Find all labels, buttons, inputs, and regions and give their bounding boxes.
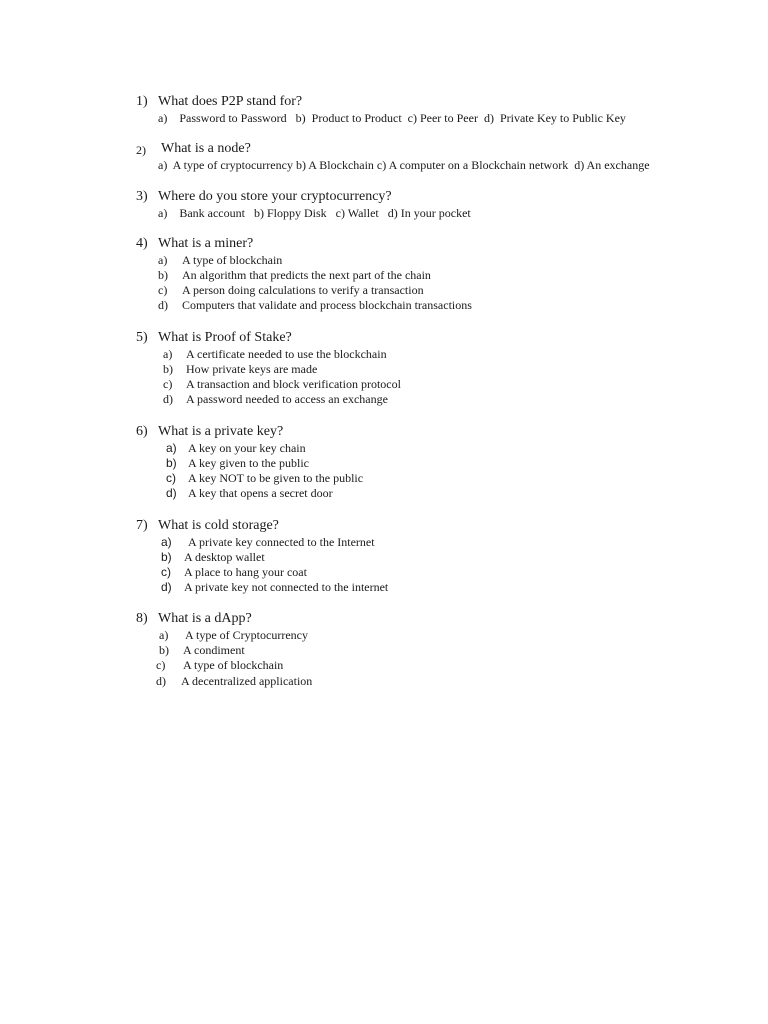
question-number: 2) (136, 143, 146, 157)
option-letter: c) (163, 377, 173, 391)
option-letter: d) (166, 486, 177, 500)
option-text: A certificate needed to use the blockchain (186, 347, 387, 361)
option-letter: a) (161, 535, 172, 549)
question-text: What is a private key? (158, 424, 284, 439)
question-text: Where do you store your cryptocurrency? (158, 189, 392, 204)
question-text: What does P2P stand for? (158, 94, 303, 109)
question-1-options: a) Password to Password b) Product to Product c) Peer to Peer d) Private Key to Public Key (158, 111, 626, 125)
option-text: A transaction and block verification protocol (186, 377, 401, 391)
option-letter: c) (161, 565, 171, 579)
option-letter: a) (163, 347, 173, 361)
option-letter: a) (158, 253, 168, 267)
option-letter: b) (163, 362, 173, 376)
option-text: A password needed to access an exchange (186, 392, 388, 406)
option-text: A place to hang your coat (184, 565, 307, 579)
question-text: What is a dApp? (158, 611, 252, 626)
option-letter: b) (158, 268, 168, 282)
option-letter: d) (156, 674, 166, 688)
option-letter: d) (161, 580, 172, 594)
question-number: 5) (136, 330, 148, 345)
option-text: A person doing calculations to verify a transaction (182, 283, 424, 297)
option-text: A private key not connected to the internet (184, 580, 389, 594)
option-text: A condiment (183, 643, 245, 657)
option-text: How private keys are made (186, 362, 318, 376)
option-text: A type of blockchain (183, 658, 284, 672)
option-letter: b) (161, 550, 172, 564)
question-text: What is a node? (161, 141, 251, 156)
option-text: A desktop wallet (184, 550, 265, 564)
question-text: What is a miner? (158, 236, 254, 251)
question-number: 6) (136, 424, 148, 439)
option-letter: a) (166, 441, 177, 455)
option-letter: d) (158, 298, 168, 312)
question-3-options: a) Bank account b) Floppy Disk c) Wallet d) In your pocket (158, 206, 471, 220)
option-letter: c) (156, 658, 166, 672)
option-text: A key on your key chain (188, 441, 306, 455)
option-text: A private key connected to the Internet (188, 535, 375, 549)
option-text: A key given to the public (188, 456, 309, 470)
option-text: A key that opens a secret door (188, 486, 333, 500)
question-number: 1) (136, 94, 148, 109)
question-number: 8) (136, 611, 148, 626)
question-number: 3) (136, 189, 148, 204)
option-letter: b) (159, 643, 169, 657)
option-text: A key NOT to be given to the public (188, 471, 364, 485)
question-number: 4) (136, 236, 148, 251)
option-letter: a) (159, 628, 169, 642)
option-letter: c) (158, 283, 168, 297)
question-2-options: a) A type of cryptocurrency b) A Blockchain c) A computer on a Blockchain network d) An exchange (158, 158, 650, 172)
option-text: An algorithm that predicts the next part of the chain (182, 268, 431, 282)
option-text: A decentralized application (181, 674, 313, 688)
option-text: A type of blockchain (182, 253, 283, 267)
option-letter: c) (166, 471, 176, 485)
question-number: 7) (136, 518, 148, 533)
question-text: What is cold storage? (158, 518, 279, 533)
question-text: What is Proof of Stake? (158, 330, 292, 345)
option-text: Computers that validate and process blockchain transactions (182, 298, 472, 312)
option-letter: b) (166, 456, 177, 470)
option-text: A type of Cryptocurrency (185, 628, 308, 642)
option-letter: d) (163, 392, 173, 406)
